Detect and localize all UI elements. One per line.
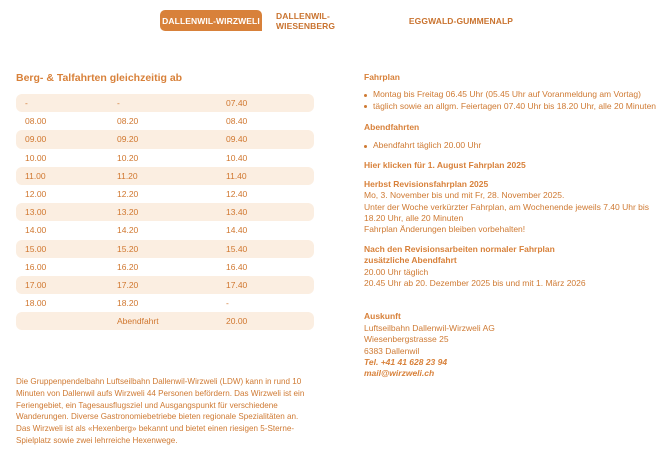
table-row [16,294,314,312]
contact-city: 6383 Dallenwil [364,345,420,356]
table-cell: 11.40 [226,170,247,181]
table-cell: 15.40 [226,243,248,254]
revision-line: Fahrplan Änderungen bleiben vorbehalten! [364,224,526,235]
table-cell: 18.00 [25,298,47,309]
table-cell: 12.40 [226,189,248,200]
revision-line: Mo, 3. November bis und mit Fr, 28. November 2025. [364,190,565,201]
table-row [16,185,314,203]
table-cell: 14.40 [226,225,248,236]
table-cell: 08.00 [25,116,47,127]
revision-line: Unter der Woche verkürzter Fahrplan, am Wochenende jeweils 7.40 Uhr bis [364,201,650,212]
table-cell: 07.40 [226,98,248,109]
contact-phone[interactable]: Tel. +41 41 628 23 94 [364,357,448,368]
revision-heading: Herbst Revisionsfahrplan 2025 [364,178,489,189]
table-cell: 10.40 [226,152,248,163]
after-revision-line: 20.00 Uhr täglich [364,266,429,277]
schedule-table [16,94,314,330]
list-item: Montag bis Freitag 06.45 Uhr (05.45 Uhr auf Voranmeldung am Vortag) [364,89,664,101]
list-item: Abendfahrt täglich 20.00 Uhr [364,140,664,152]
table-row [16,221,314,239]
table-row [16,258,314,276]
schedule-section [16,72,314,330]
contact-street: Wiesenbergstrasse 25 [364,334,449,345]
table-row [16,149,314,167]
table-cell: 13.40 [226,207,248,218]
table-cell: 11.00 [25,170,46,181]
table-cell: 17.20 [117,279,139,290]
table-cell: 11.20 [117,170,138,181]
table-cell: 16.40 [226,261,248,272]
table-cell: 09.00 [25,134,47,145]
table-row [16,167,314,185]
fahrplan-heading: Fahrplan [364,72,400,82]
table-cell: 15.20 [117,243,139,254]
table-cell: 13.20 [117,207,139,218]
table-cell: 09.40 [226,134,248,145]
tab-bar [0,10,666,32]
table-row [16,240,314,258]
revision-line: 18.20 Uhr, alle 20 Minuten [364,213,464,223]
table-row [16,94,314,112]
table-row [16,312,314,330]
info-column [364,72,664,380]
tab-eggwald-gummenalp[interactable]: EGGWALD-GUMMENALP [408,15,514,26]
extra-evening-heading: zusätzliche Abendfahrt [364,255,457,266]
table-cell: - [117,98,120,109]
contact-heading: Auskunft [364,311,401,322]
table-cell: 10.00 [25,152,47,163]
schedule-title: Berg- & Talfahrten gleichzeitig ab [16,72,183,84]
table-row [16,276,314,294]
table-cell: 16.00 [25,261,47,272]
table-cell: 14.00 [25,225,47,236]
abendfahrten-heading: Abendfahrten [364,122,420,133]
table-cell: 08.40 [226,116,248,127]
table-cell: 17.00 [25,279,47,290]
description-text: Die Gruppenpendelbahn Luftseilbahn Dallenwil-Wirzweli (LDW) kann in rund 10 Minuten von Dallenwil aufs Wirzweli 44 Personen befördern. Das Wirzweli ist ein Feriengebiet, ein Tagesausflugsziel und Ausgangspunkt für verschiedene Wanderungen. Diverse Gastronomiebetriebe bieten regionale Spezialitäten an. Das Wirzweli ist als «Hexenberg» bekannt und bietet einen riesigen 5-Sterne-Spielplatz sowie zwei lehrreiche Hexenwege. [16,377,305,445]
table-cell: 08.20 [117,116,139,127]
table-cell: 20.00 [226,316,248,327]
after-revision-heading: Nach den Revisionsarbeiten normaler Fahrplan [364,243,555,254]
table-cell: 13.00 [25,207,47,218]
contact-name: Luftseilbahn Dallenwil-Wirzweli AG [364,322,495,333]
table-cell: 12.20 [117,189,139,200]
table-cell: 10.20 [117,152,139,163]
table-cell: 18.20 [117,298,139,309]
table-cell: - [25,98,28,109]
table-cell: 14.20 [117,225,139,236]
table-cell: 09.20 [117,134,139,145]
table-row [16,203,314,221]
table-cell: 16.20 [117,261,139,272]
contact-email[interactable]: mail@wirzweli.ch [364,368,435,379]
table-row [16,130,314,148]
august-fahrplan-link[interactable]: Hier klicken für 1. August Fahrplan 2025 [364,159,526,170]
tab-dallenwil-wirzweli[interactable]: DALLENWIL-WIRZWELI [160,10,262,31]
tab-dallenwil-wiesenberg[interactable]: DALLENWIL-WIESENBERG [276,10,336,31]
table-cell: 15.00 [25,243,47,254]
table-cell: 17.40 [226,279,248,290]
list-item: täglich sowie an allgm. Feiertagen 07.40 Uhr bis 18.20 Uhr, alle 20 Minuten [364,101,664,113]
table-cell: 12.00 [25,189,47,200]
table-row [16,112,314,130]
table-cell: - [226,298,229,309]
table-cell: Abendfahrt [117,316,159,327]
after-revision-line: 20.45 Uhr ab 20. Dezember 2025 bis und mit 1. März 2026 [364,278,586,289]
